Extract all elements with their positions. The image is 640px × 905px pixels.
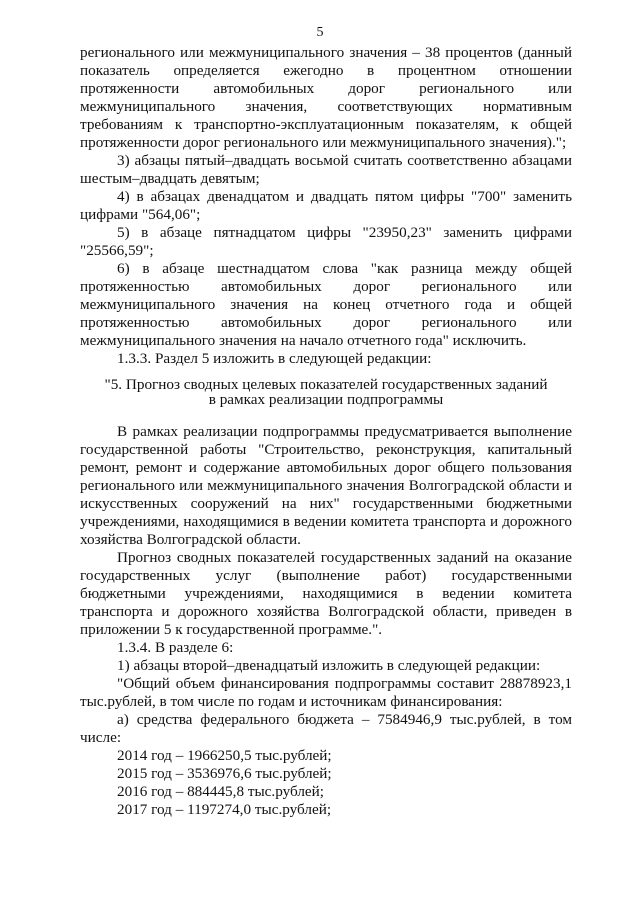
year-line: 2015 год – 3536976,6 тыс.рублей; (117, 765, 332, 782)
paragraph-continuation: регионального или межмуниципального значения – 38 процентов (данный показатель определяется ежегодно в процентном отношении протяженности автомобильных дорог регионального или межмуниципального значения, соответствующих нормативным требованиям к транспортно-эксплуатационным показателям, к общей протяженности дорог регионального или межмуниципального значения)."; (80, 44, 572, 151)
section-heading (80, 377, 572, 407)
paragraph-federal-budget: а) средства федерального бюджета – 7584946,9 тыс.рублей, в том числе: (80, 711, 572, 746)
paragraph-item-4: 4) в абзацах двенадцатом и двадцать пятом цифры "700" заменить цифрами "564,06"; (80, 188, 572, 223)
paragraph-total-funding: "Общий объем финансирования подпрограммы составит 28878923,1 тыс.рублей, в том числе по годам и источникам финансирования: (80, 675, 572, 710)
paragraph-1-3-3: 1.3.3. Раздел 5 изложить в следующей редакции: (117, 350, 432, 367)
paragraph-item-5: 5) в абзаце пятнадцатом цифры "23950,23" заменить цифрами "25566,59"; (80, 224, 572, 259)
paragraph-item-3: 3) абзацы пятый–двадцать восьмой считать соответственно абзацами шестым–двадцать девятым; (80, 152, 572, 187)
spacer (80, 414, 572, 423)
page-number: 5 (316, 25, 324, 40)
paragraph-item-6: 6) в абзаце шестнадцатом слова "как разница между общей протяженностью автомобильных дорог регионального или межмуниципального значения на конец отчетного года и общей протяженностью автомобильных дорог регионального или межмуниципального значения на начало отчетного года" исключить. (80, 260, 572, 349)
paragraph-item-1: 1) абзацы второй–двенадцатый изложить в следующей редакции: (117, 657, 541, 674)
section-heading-line-2: в рамках реализации подпрограммы (208, 391, 444, 408)
paragraph-state-work: В рамках реализации подпрограммы предусматривается выполнение государственной работы "Строительство, реконструкция, капитальный ремонт, ремонт и содержание автомобильных дорог общего пользования регионального или межмуниципального значения Волгоградской области и искусственных сооружений на них" государственными бюджетными учреждениями, находящимися в ведении комитета транспорта и дорожного хозяйства Волгоградской области. (80, 423, 572, 548)
year-line: 2014 год – 1966250,5 тыс.рублей; (117, 747, 332, 764)
year-line: 2016 год – 884445,8 тыс.рублей; (117, 783, 325, 800)
paragraph-1-3-4: 1.3.4. В разделе 6: (117, 639, 234, 656)
document-body (80, 44, 572, 819)
paragraph-forecast: Прогноз сводных показателей государственных заданий на оказание государственных услуг (выполнение работ) государственными бюджетными учреждениями, находящимися в ведении комитета транспорта и дорожного хозяйства Волгоградской области, приведен в приложении 5 к государственной программе.". (80, 549, 572, 638)
year-line: 2017 год – 1197274,0 тыс.рублей; (117, 801, 332, 818)
section-heading-line-1: "5. Прогноз сводных целевых показателей государственных заданий (104, 376, 548, 393)
